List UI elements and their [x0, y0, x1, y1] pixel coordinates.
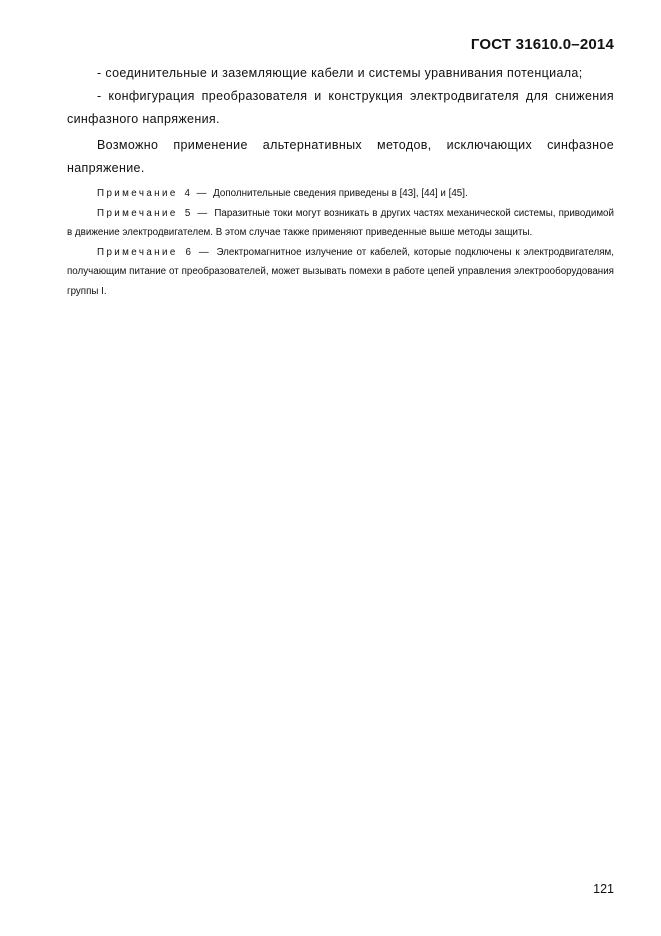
note-label: Примечание — [97, 246, 178, 258]
document-code: ГОСТ 31610.0–2014 — [470, 36, 614, 53]
bullet-item: - конфигурация преобразователя и конструкция электродвигателя для снижения синфазного напряжения. — [67, 89, 614, 126]
note-text: Электромагнитное излучение от кабелей, которые подключены к электродвигателям, получающим питание от преобразователей, может вызывать помехи в работе цепей управления электрооборудования группы I. — [67, 246, 614, 297]
note-4 — [67, 184, 614, 204]
note-number: 6 — [185, 246, 191, 258]
note-label: Примечание — [97, 188, 178, 199]
note-5 — [67, 204, 614, 243]
note-dash: — — [197, 207, 208, 219]
note-dash: — — [198, 246, 209, 258]
note-6 — [67, 243, 614, 302]
note-number: 5 — [184, 207, 191, 219]
page-content — [67, 62, 614, 301]
note-text: Дополнительные сведения приведены в [43], [44] и [45]. — [213, 188, 468, 199]
note-label: Примечание — [97, 207, 178, 219]
bullet-item: - соединительные и заземляющие кабели и системы уравнивания потенциала; — [97, 66, 583, 80]
page-number: 121 — [593, 882, 614, 896]
note-text: Паразитные токи могут возникать в других частях механической системы, приводимой в движение электродвигателем. В этом случае также применяют приведенные выше методы защиты. — [67, 207, 614, 238]
note-dash: — — [196, 188, 207, 199]
body-paragraph: Возможно применение альтернативных методов, исключающих синфазное напряжение. — [67, 138, 614, 175]
note-number: 4 — [184, 188, 190, 199]
